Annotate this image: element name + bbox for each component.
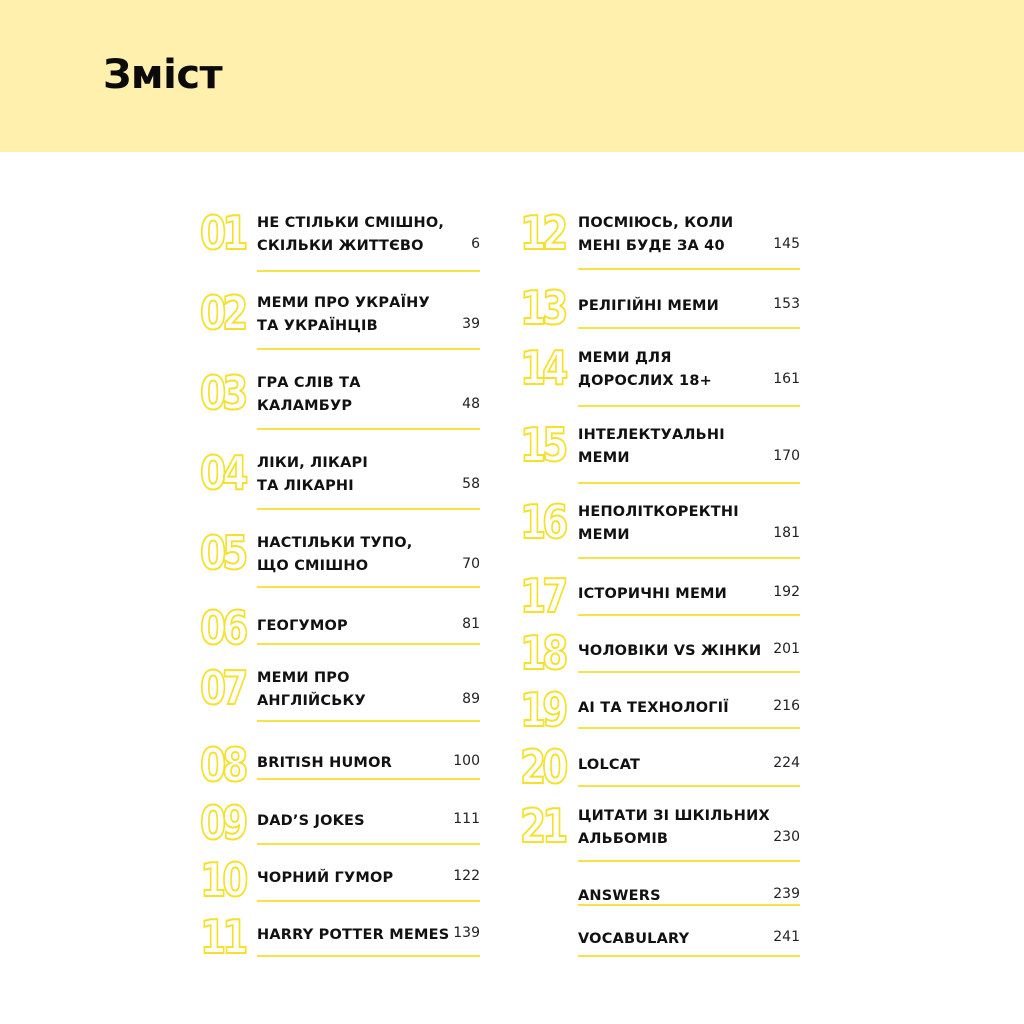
chapter-title-line: НЕ СТІЛЬКИ СМІШНО, [257,215,445,231]
divider-line [578,860,800,862]
chapter-title-line: HARRY POTTER MEMES [257,927,450,943]
page-number: 48 [462,396,480,412]
chapter-title [578,295,719,318]
chapter-number: 01 [200,206,245,260]
divider-line [257,843,480,845]
page-number: 201 [773,641,800,657]
chapter-title [257,752,392,775]
chapter-title-line: ЧОЛОВІКИ VS ЖІНКИ [578,643,762,659]
chapter-title-line: МЕНІ БУДЕ ЗА 40 [578,238,725,254]
chapter-title-line: НАСТІЛЬКИ ТУПО, [257,535,413,551]
divider-line [578,482,800,484]
page-number: 6 [471,236,480,252]
chapter-title-line: BRITISH HUMOR [257,755,392,771]
chapter-number: 06 [200,601,245,655]
chapter-title-line: ЧОРНИЙ ГУМОР [257,870,394,886]
chapter-title [578,212,733,258]
chapter-number: 16 [520,495,565,549]
chapter-title [257,452,368,498]
divider-line [578,727,800,729]
chapter-title [257,372,361,418]
divider-line [578,268,800,270]
chapter-number: 07 [200,661,245,715]
divider-line [578,904,800,906]
page-number: 161 [773,371,800,387]
chapter-title [257,867,393,890]
chapter-number: 05 [200,526,245,580]
chapter-number: 11 [200,910,245,964]
chapter-title-line: DAD’S JOKES [257,813,365,829]
chapter-title-line: АНГЛІЙСЬКУ [257,693,366,709]
divider-line [257,348,480,350]
page-number: 70 [462,556,480,572]
page-number: 39 [462,316,480,332]
chapter-title-line: LOLCAT [578,757,641,773]
chapter-title-line: ГРА СЛІВ ТА [257,375,361,391]
page-number: 89 [462,691,480,707]
chapter-title-line: ЦИТАТИ ЗІ ШКІЛЬНИХ [578,808,770,824]
chapter-title-line: ДОРОСЛИХ 18+ [578,373,712,389]
chapter-title-line: НЕПОЛІТКОРЕКТНІ [578,504,739,520]
chapter-title-line: МЕМИ ПРО [257,670,350,686]
chapter-title-line: VOCABULARY [578,931,690,947]
chapter-title [257,615,348,638]
page-number: 230 [773,829,800,845]
page-number: 58 [462,476,480,492]
chapter-title-line: ПОСМІЮСЬ, КОЛИ [578,215,734,231]
chapter-title [578,640,761,663]
divider-line [578,614,800,616]
chapter-title-line: ІСТОРИЧНІ МЕМИ [578,586,728,602]
divider-line [257,900,480,902]
chapter-number: 02 [200,286,245,340]
page-number: 216 [773,698,800,714]
page-number: 145 [773,236,800,252]
chapter-title [578,424,725,470]
page-number: 100 [453,753,480,769]
chapter-title-line: ЛІКИ, ЛІКАРІ [257,455,368,471]
chapter-number: 18 [520,626,565,680]
page-number: 239 [773,886,800,902]
chapter-number: 03 [200,366,245,420]
divider-line [257,586,480,588]
divider-line [578,405,800,407]
chapter-title-line: МЕМИ ДЛЯ [578,350,672,366]
page-number: 192 [773,584,800,600]
divider-line [578,327,800,329]
page-number: 224 [773,755,800,771]
chapter-number: 12 [520,206,565,260]
page-number: 139 [453,925,480,941]
chapter-title [578,501,739,547]
chapter-number: 17 [520,569,565,623]
chapter-title [257,667,366,713]
chapter-title-line: МЕМИ ПРО УКРАЇНУ [257,295,430,311]
chapter-title-line: ЩО СМІШНО [257,558,369,574]
chapter-title [578,697,729,720]
chapter-title [578,754,640,777]
page-number: 241 [773,929,800,945]
page-number: 153 [773,296,800,312]
page-title: Зміст [103,52,223,98]
chapter-title-line: ГЕОГУМОР [257,618,348,634]
divider-line [257,778,480,780]
divider-line [257,428,480,430]
chapter-title-line: МЕМИ [578,527,630,543]
chapter-number: 15 [520,418,565,472]
divider-line [257,643,480,645]
chapter-title [257,924,449,947]
chapter-title-line: АІ ТА ТЕХНОЛОГІЇ [578,700,729,716]
chapter-number: 14 [520,341,565,395]
chapter-title [578,583,727,606]
chapter-title-line: РЕЛІГІЙНІ МЕМИ [578,298,720,314]
chapter-title-line: СКІЛЬКИ ЖИТТЄВО [257,238,424,254]
page-number: 181 [773,525,800,541]
chapter-title-line: ІНТЕЛЕКТУАЛЬНІ [578,427,725,443]
page-number: 81 [462,616,480,632]
chapter-number: 09 [200,796,245,850]
chapter-number: 13 [520,281,565,335]
divider-line [578,671,800,673]
page-number: 170 [773,448,800,464]
chapter-title-line: ТА ЛІКАРНІ [257,478,354,494]
divider-line [578,955,800,957]
chapter-title [257,292,430,338]
chapter-title [578,805,770,851]
divider-line [578,785,800,787]
chapter-title [578,347,712,393]
divider-line [578,557,800,559]
chapter-title [578,928,689,951]
chapter-title [257,212,444,258]
chapter-title-line: КАЛАМБУР [257,398,353,414]
chapter-number: 20 [520,740,565,794]
chapter-title-line: МЕМИ [578,450,630,466]
chapter-number: 19 [520,683,565,737]
chapter-title [257,810,365,833]
page-number: 122 [453,868,480,884]
chapter-number: 21 [520,799,565,853]
chapter-number: 08 [200,738,245,792]
divider-line [257,955,480,957]
divider-line [257,270,480,272]
chapter-title-line: АЛЬБОМІВ [578,831,669,847]
page-number: 111 [453,811,480,827]
divider-line [257,508,480,510]
divider-line [257,720,480,722]
chapter-number: 10 [200,853,245,907]
chapter-title-line: ANSWERS [578,888,661,904]
chapter-title-line: ТА УКРАЇНЦІВ [257,318,378,334]
chapter-title [257,532,412,578]
chapter-number: 04 [200,446,245,500]
